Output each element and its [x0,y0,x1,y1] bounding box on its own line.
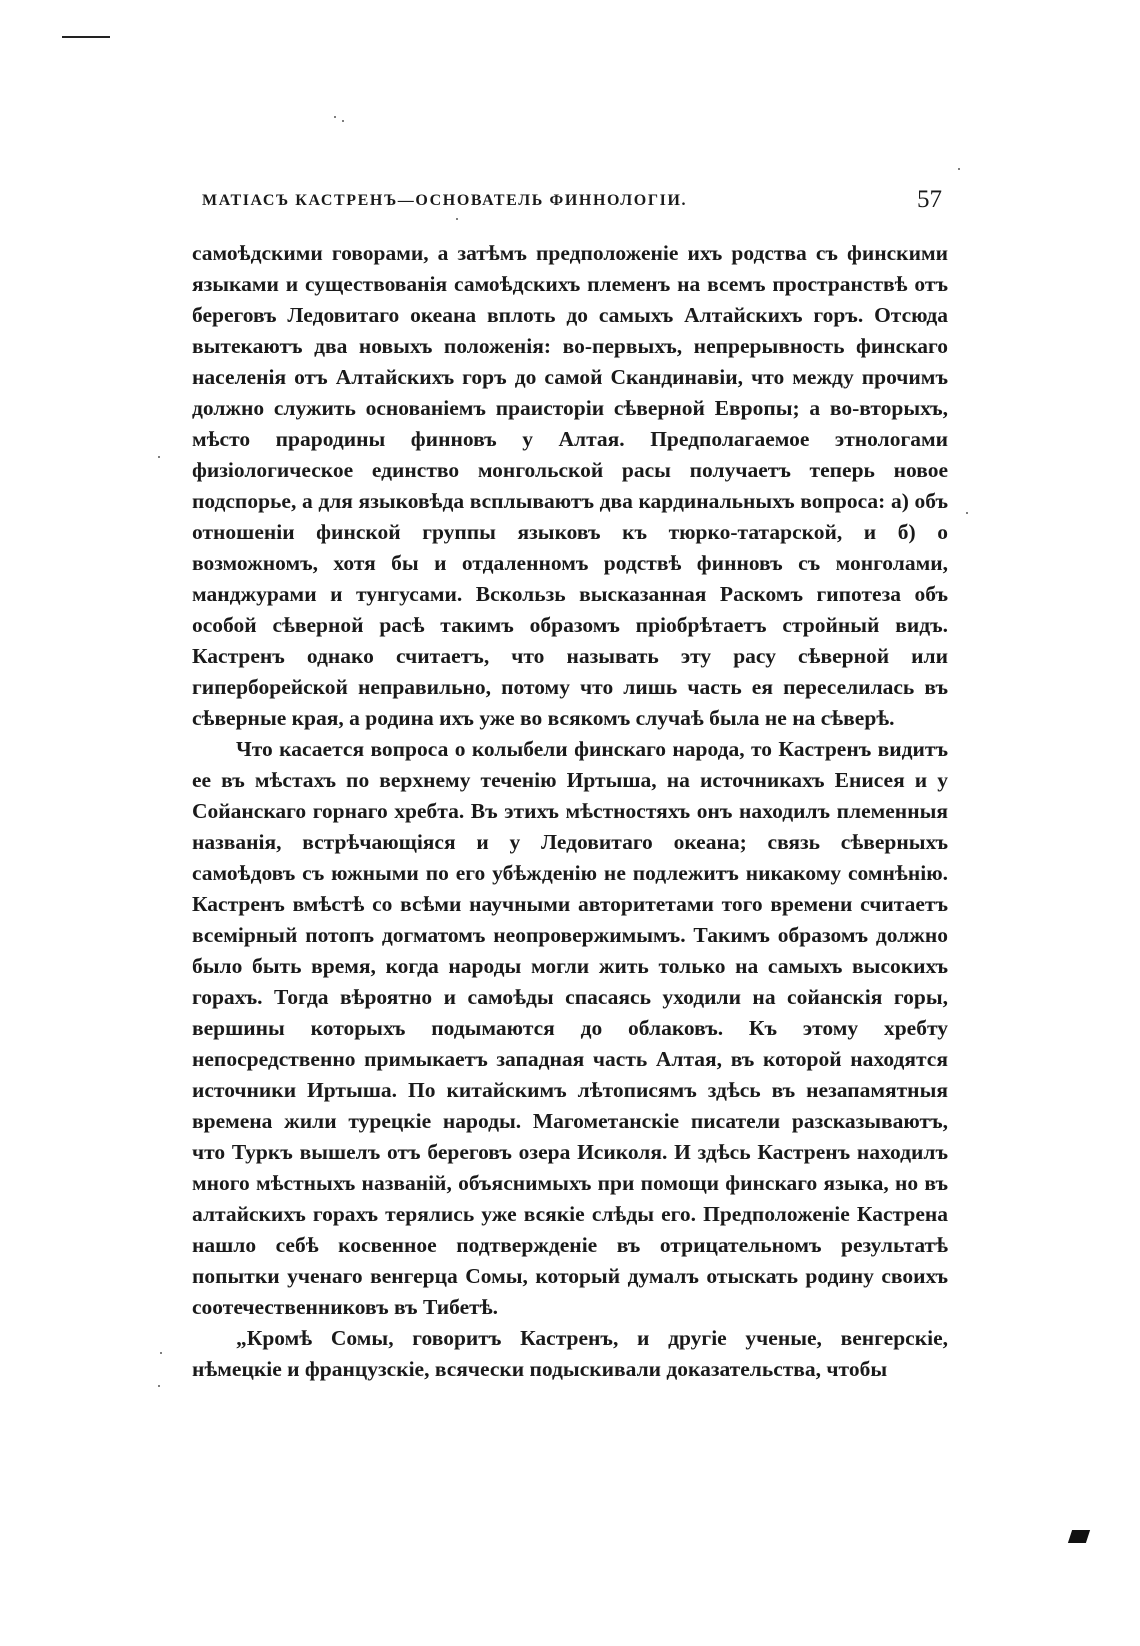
book-page [192,186,948,1385]
page-number: 57 [917,186,942,213]
scan-speck [158,1385,160,1387]
scan-speck [334,116,336,118]
scan-speck [966,512,968,514]
paragraph-continuation: самоѣдскими говорами, а затѣмъ предположеніе ихъ родства съ финскими языками и существованія самоѣдскихъ племенъ на всемъ пространствѣ отъ береговъ Ледовитаго океана вплоть до самыхъ Алтайскихъ горъ. Отсюда вытекаютъ два новыхъ положенія: во-первыхъ, непрерывность финскаго населенія отъ Алтайскихъ горъ до самой Скандинавіи, что между прочимъ должно служить основаніемъ праисторіи сѣверной Европы; а во-вторыхъ, мѣсто прародины финновъ у Алтая. Предполагаемое этнологами физіологическое единство монгольской расы получаетъ теперь новое подспорье, а для языковѣда всплываютъ два кардинальныхъ вопроса: а) объ отношеніи финской группы языковъ къ тюрко-татарской, и б) о возможномъ, хотя бы и отдаленномъ родствѣ финновъ съ монголами, манджурами и тунгусами. Вскользь высказанная Раскомъ гипотеза объ особой сѣверной расѣ такимъ образомъ пріобрѣтаетъ стройный видъ. Кастренъ однако считаетъ, что называть эту расу сѣверной или гиперборейской неправильно, потому что лишь часть ея переселилась въ сѣверные края, а родина ихъ уже во всякомъ случаѣ была не на сѣверѣ. [192,241,948,730]
scan-speck [342,120,344,122]
scan-speck [958,168,960,170]
scan-ink-blot [1068,1530,1090,1543]
paragraph-quote-start: „Кромѣ Сомы, говоритъ Кастренъ, и другіе ученые, венгерскіе, нѣмецкіе и французскіе, всячески подыскивали доказательства, чтобы [192,1326,948,1381]
paragraph-cradle-of-finns: Что касается вопроса о колыбели финскаго народа, то Кастренъ видитъ ее въ мѣстахъ по верхнему теченію Иртыша, на источникахъ Енисея и у Сойанскаго горнаго хребта. Въ этихъ мѣстностяхъ онъ находилъ племенныя названія, встрѣчающіяся и у Ледовитаго океана; связь сѣверныхъ самоѣдовъ съ южными по его убѣжденію не подлежитъ никакому сомнѣнію. Кастренъ вмѣстѣ со всѣми научными авторитетами того времени считаетъ всемірный потопъ догматомъ неопровержимымъ. Такимъ образомъ должно было быть время, когда народы могли жить только на самыхъ высокихъ горахъ. Тогда вѣроятно и самоѣды спасаясь уходили на сойанскія горы, вершины которыхъ подымаются до облаковъ. Къ этому хребту непосредственно примыкаетъ западная часть Алтая, въ которой находятся источники Иртыша. По китайскимъ лѣтописямъ здѣсь въ незапамятныя времена жили турецкіе народы. Магометанскіе писатели разсказываютъ, что Туркъ вышелъ отъ береговъ озера Исиколя. И здѣсь Кастренъ находилъ много мѣстныхъ названій, объяснимыхъ при помощи финскаго языка, но въ алтайскихъ горахъ терялись уже всякіе слѣды его. Предположеніе Кастрена нашло себѣ косвенное подтвержденіе въ отрицательномъ результатѣ попытки ученаго венгерца Сомы, который думалъ отыскать родину своихъ соотечественниковъ въ Тибетѣ. [192,737,948,1319]
body-text [192,238,948,1385]
running-title: МАТІАСЪ КАСТРЕНЪ—ОСНОВАТЕЛЬ ФИННОЛОГІИ. [202,192,688,209]
running-head [192,186,948,226]
scan-margin-rule [62,36,110,38]
scan-speck [160,1352,162,1354]
scan-speck [158,456,160,458]
